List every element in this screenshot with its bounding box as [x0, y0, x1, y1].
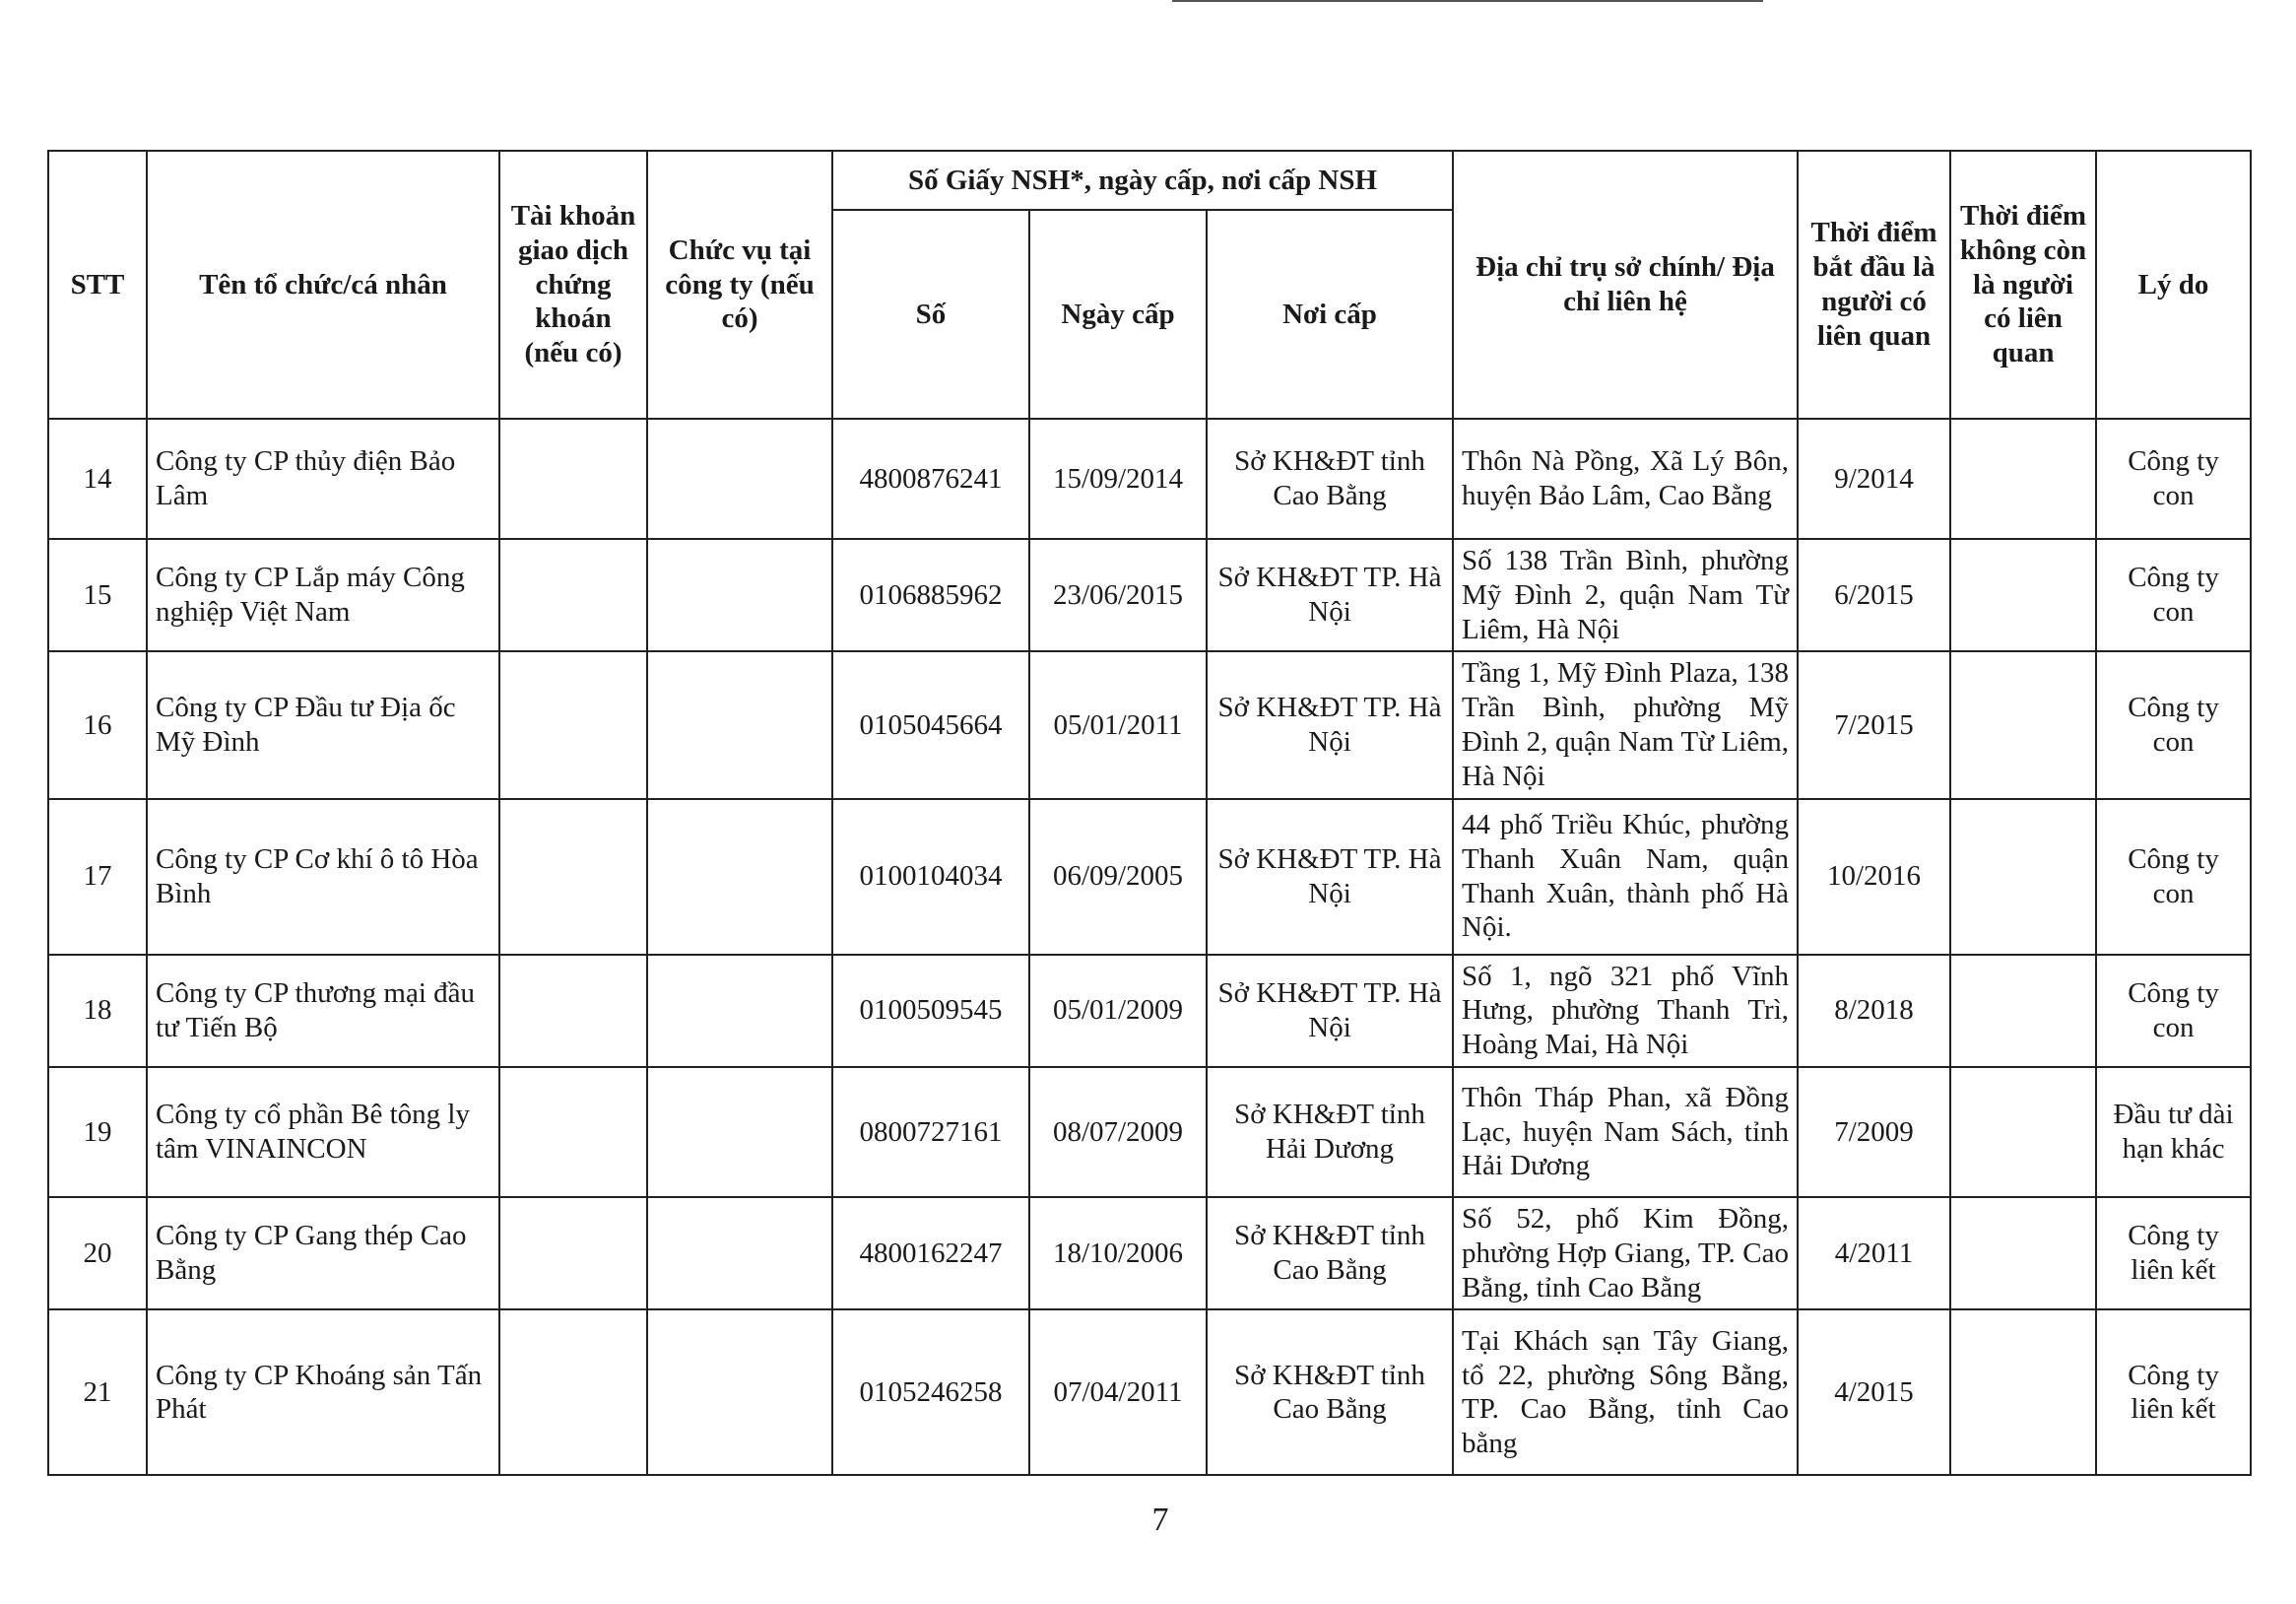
header-stt: STT	[48, 151, 147, 419]
row-number: 0100104034	[832, 799, 1029, 955]
row-stt: 19	[48, 1067, 147, 1197]
row-issue-place: Sở KH&ĐT tỉnh Cao Bằng	[1207, 419, 1453, 539]
row-end-time	[1950, 1309, 2096, 1475]
row-stt: 17	[48, 799, 147, 955]
table-row	[48, 1197, 2251, 1309]
row-name: Công ty CP Gang thép Cao Bằng	[147, 1197, 499, 1309]
table-row	[48, 1067, 2251, 1197]
header-end-time: Thời điểm không còn là người có liên quan	[1950, 151, 2096, 419]
header-nsh-group: Số Giấy NSH*, ngày cấp, nơi cấp NSH	[832, 151, 1453, 210]
row-issue-place: Sở KH&ĐT TP. Hà Nội	[1207, 955, 1453, 1067]
row-name: Công ty CP Cơ khí ô tô Hòa Bình	[147, 799, 499, 955]
page-number: 7	[1151, 1502, 1169, 1538]
row-position	[647, 955, 832, 1067]
row-account	[499, 539, 647, 651]
row-end-time	[1950, 539, 2096, 651]
row-issue-place: Sở KH&ĐT TP. Hà Nội	[1207, 799, 1453, 955]
row-address: Thôn Tháp Phan, xã Đồng Lạc, huyện Nam Sách, tỉnh Hải Dương	[1453, 1067, 1798, 1197]
header-account: Tài khoản giao dịch chứng khoán (nếu có)	[499, 151, 647, 419]
row-number: 0800727161	[832, 1067, 1029, 1197]
row-position	[647, 1197, 832, 1309]
row-reason: Công ty con	[2096, 955, 2251, 1067]
row-issue-date: 08/07/2009	[1029, 1067, 1207, 1197]
row-position	[647, 1067, 832, 1197]
row-reason: Công ty con	[2096, 419, 2251, 539]
row-reason: Công ty con	[2096, 799, 2251, 955]
row-account	[499, 1197, 647, 1309]
header-name: Tên tổ chức/cá nhân	[147, 151, 499, 419]
row-start-time: 7/2009	[1798, 1067, 1950, 1197]
row-name: Công ty cổ phần Bê tông ly tâm VINAINCON	[147, 1067, 499, 1197]
table-row	[48, 955, 2251, 1067]
row-account	[499, 1309, 647, 1475]
row-reason: Công ty liên kết	[2096, 1197, 2251, 1309]
table-row	[48, 539, 2251, 651]
row-start-time: 10/2016	[1798, 799, 1950, 955]
row-name: Công ty CP Lắp máy Công nghiệp Việt Nam	[147, 539, 499, 651]
row-issue-date: 23/06/2015	[1029, 539, 1207, 651]
table-row	[48, 1309, 2251, 1475]
row-issue-date: 18/10/2006	[1029, 1197, 1207, 1309]
top-rule	[1172, 0, 1763, 2]
row-account	[499, 955, 647, 1067]
header-position: Chức vụ tại công ty (nếu có)	[647, 151, 832, 419]
row-issue-date: 05/01/2009	[1029, 955, 1207, 1067]
row-address: Số 52, phố Kim Đồng, phường Hợp Giang, TP. Cao Bằng, tỉnh Cao Bằng	[1453, 1197, 1798, 1309]
row-end-time	[1950, 419, 2096, 539]
row-reason: Công ty con	[2096, 539, 2251, 651]
row-start-time: 4/2011	[1798, 1197, 1950, 1309]
row-stt: 14	[48, 419, 147, 539]
header-number: Số	[832, 210, 1029, 419]
row-name: Công ty CP thương mại đầu tư Tiến Bộ	[147, 955, 499, 1067]
row-start-time: 8/2018	[1798, 955, 1950, 1067]
row-account	[499, 799, 647, 955]
row-end-time	[1950, 1067, 2096, 1197]
table-row	[48, 651, 2251, 798]
row-number: 4800162247	[832, 1197, 1029, 1309]
table-header-row-1	[48, 151, 2251, 210]
row-issue-place: Sở KH&ĐT tỉnh Cao Bằng	[1207, 1197, 1453, 1309]
row-issue-place: Sở KH&ĐT tỉnh Cao Bằng	[1207, 1309, 1453, 1475]
header-address: Địa chỉ trụ sở chính/ Địa chỉ liên hệ	[1453, 151, 1798, 419]
row-end-time	[1950, 651, 2096, 798]
row-end-time	[1950, 955, 2096, 1067]
row-address: Thôn Nà Pồng, Xã Lý Bôn, huyện Bảo Lâm, Cao Bằng	[1453, 419, 1798, 539]
header-issue-place: Nơi cấp	[1207, 210, 1453, 419]
table-row	[48, 419, 2251, 539]
row-issue-place: Sở KH&ĐT TP. Hà Nội	[1207, 539, 1453, 651]
row-account	[499, 651, 647, 798]
row-number: 0105246258	[832, 1309, 1029, 1475]
row-issue-place: Sở KH&ĐT TP. Hà Nội	[1207, 651, 1453, 798]
row-address: Tầng 1, Mỹ Đình Plaza, 138 Trần Bình, phường Mỹ Đình 2, quận Nam Từ Liêm, Hà Nội	[1453, 651, 1798, 798]
row-start-time: 6/2015	[1798, 539, 1950, 651]
header-start-time: Thời điểm bắt đầu là người có liên quan	[1798, 151, 1950, 419]
row-end-time	[1950, 1197, 2096, 1309]
row-address: Số 1, ngõ 321 phố Vĩnh Hưng, phường Thanh Trì, Hoàng Mai, Hà Nội	[1453, 955, 1798, 1067]
row-end-time	[1950, 799, 2096, 955]
header-issue-date: Ngày cấp	[1029, 210, 1207, 419]
row-number: 0106885962	[832, 539, 1029, 651]
row-issue-date: 15/09/2014	[1029, 419, 1207, 539]
row-address: 44 phố Triều Khúc, phường Thanh Xuân Nam, quận Thanh Xuân, thành phố Hà Nội.	[1453, 799, 1798, 955]
table-row	[48, 799, 2251, 955]
row-number: 0100509545	[832, 955, 1029, 1067]
row-reason: Công ty liên kết	[2096, 1309, 2251, 1475]
row-issue-place: Sở KH&ĐT tỉnh Hải Dương	[1207, 1067, 1453, 1197]
row-stt: 15	[48, 539, 147, 651]
row-position	[647, 1309, 832, 1475]
row-stt: 21	[48, 1309, 147, 1475]
row-start-time: 4/2015	[1798, 1309, 1950, 1475]
row-reason: Đầu tư dài hạn khác	[2096, 1067, 2251, 1197]
row-issue-date: 06/09/2005	[1029, 799, 1207, 955]
row-position	[647, 799, 832, 955]
row-position	[647, 539, 832, 651]
row-stt: 18	[48, 955, 147, 1067]
header-reason: Lý do	[2096, 151, 2251, 419]
row-stt: 20	[48, 1197, 147, 1309]
row-issue-date: 07/04/2011	[1029, 1309, 1207, 1475]
row-name: Công ty CP Đầu tư Địa ốc Mỹ Đình	[147, 651, 499, 798]
related-parties-table	[47, 150, 2252, 1476]
row-account	[499, 1067, 647, 1197]
row-start-time: 7/2015	[1798, 651, 1950, 798]
row-number: 4800876241	[832, 419, 1029, 539]
row-account	[499, 419, 647, 539]
row-stt: 16	[48, 651, 147, 798]
row-number: 0105045664	[832, 651, 1029, 798]
row-address: Số 138 Trần Bình, phường Mỹ Đình 2, quận Nam Từ Liêm, Hà Nội	[1453, 539, 1798, 651]
row-position	[647, 651, 832, 798]
table-body	[48, 419, 2251, 1475]
row-name: Công ty CP Khoáng sản Tấn Phát	[147, 1309, 499, 1475]
row-issue-date: 05/01/2011	[1029, 651, 1207, 798]
row-start-time: 9/2014	[1798, 419, 1950, 539]
row-name: Công ty CP thủy điện Bảo Lâm	[147, 419, 499, 539]
row-reason: Công ty con	[2096, 651, 2251, 798]
row-position	[647, 419, 832, 539]
row-address: Tại Khách sạn Tây Giang, tổ 22, phường Sông Bằng, TP. Cao Bằng, tỉnh Cao bằng	[1453, 1309, 1798, 1475]
